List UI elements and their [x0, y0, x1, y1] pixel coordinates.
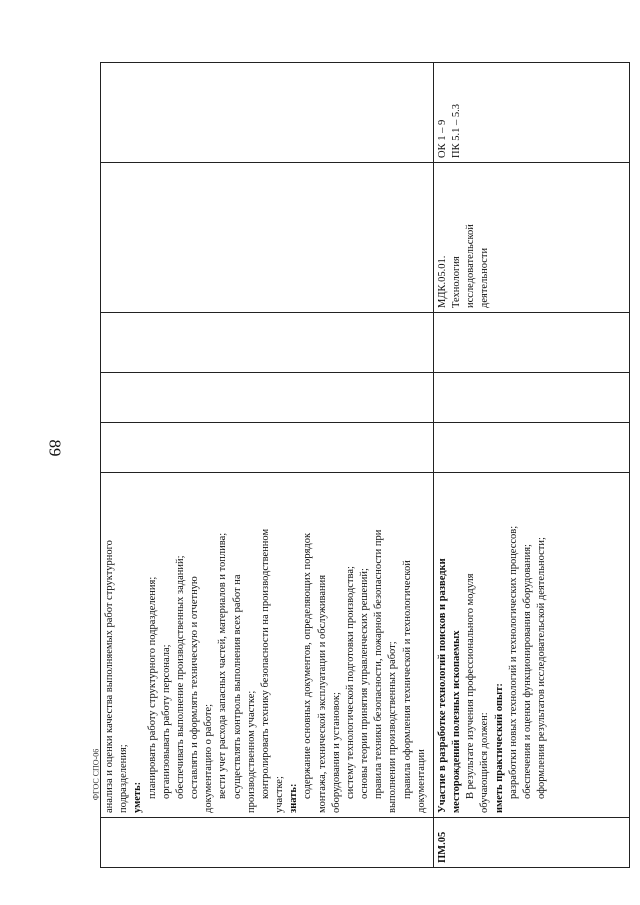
description-line: участке; — [274, 776, 286, 813]
mdk-cell — [101, 163, 434, 313]
description-line: иметь практический опыт: — [493, 683, 505, 813]
mdk-line: Технология — [451, 256, 463, 308]
mdk-line: деятельности — [479, 247, 491, 308]
hours-max-cell — [433, 423, 629, 473]
description-line: производственном участке; — [245, 690, 257, 813]
empty-cell — [433, 313, 629, 373]
description-line: правила техники безопасности, пожарной безопасности при — [373, 529, 385, 799]
hours-required-cell — [101, 373, 434, 423]
description-line: уметь: — [132, 781, 144, 813]
table-row — [433, 63, 629, 868]
table-row — [101, 63, 434, 868]
description-line: обеспечения и оценки функционирования оборудования; — [521, 544, 533, 799]
description-line: документацию о работе; — [203, 703, 215, 813]
description-line: обучающийся должен: — [479, 712, 491, 813]
description-line: оборудования и установок; — [330, 692, 342, 813]
description-line: разработки новых технологий и технологических процессов; — [507, 525, 519, 799]
curriculum-table — [100, 62, 630, 868]
description-line: подразделения; — [118, 744, 130, 813]
description-line: вести учет расхода запасных частей, материалов и топлива; — [217, 532, 229, 799]
description-line: анализа и оценки качества выполняемых работ структурного — [104, 540, 115, 813]
competency-description-cell — [101, 473, 434, 818]
description-line: правила оформления технической и технологической — [401, 560, 413, 799]
description-line: составлять и оформлять техническую и отчетную — [189, 576, 201, 799]
description-lines — [436, 477, 549, 813]
description-line: месторождений полезных ископаемых — [451, 630, 463, 813]
description-lines — [103, 477, 429, 813]
description-line: В результате изучения профессионального модуля — [465, 573, 477, 799]
competency-codes-cell — [101, 63, 434, 163]
mdk-line: исследовательской — [465, 224, 477, 308]
description-line: знать: — [288, 783, 300, 813]
module-code-cell: ПМ.05 — [433, 818, 629, 868]
hours-required-cell — [433, 373, 629, 423]
empty-cell — [101, 313, 434, 373]
page-number: 89 — [45, 439, 65, 457]
mdk-cell — [433, 163, 629, 313]
description-line: осуществлять контроль выполнения всех работ на — [231, 574, 243, 799]
footer-code: ФГОС СПО-06 — [91, 748, 101, 801]
competency-code: ПК 5.1 – 5.3 — [451, 104, 463, 158]
description-line: основы теории принятия управленческих решений; — [359, 568, 371, 799]
mdk-line: МДК.05.01. — [436, 255, 448, 308]
description-line: содержание основных документов, определяющих порядок — [302, 532, 314, 799]
description-line: оформления результатов исследовательской деятельности; — [536, 537, 548, 799]
curriculum-table-rotated — [100, 63, 630, 868]
description-line: планировать работу структурного подразделения; — [146, 576, 158, 799]
competency-code: ОК 1 – 9 — [436, 119, 448, 158]
competency-codes-cell — [433, 63, 629, 163]
description-line: документации — [415, 749, 427, 813]
description-line: организовывать работу персонала; — [160, 644, 172, 799]
mdk-lines — [436, 167, 493, 308]
description-line: систему технологической подготовки производства; — [344, 566, 356, 799]
ok-lines — [436, 67, 464, 158]
description-line: монтажа, технической эксплуатации и обслуживания — [316, 574, 328, 813]
competency-description-cell — [433, 473, 629, 818]
hours-max-cell — [101, 423, 434, 473]
description-line: выполнении производственных работ; — [387, 641, 399, 813]
description-line: обеспечивать выполнение производственных заданий; — [174, 555, 186, 799]
description-line: контролировать технику безопасности на производственном — [259, 528, 271, 799]
description-line: Участие в разработке технологий поисков и разведки — [436, 558, 448, 813]
module-code-cell — [101, 818, 434, 868]
